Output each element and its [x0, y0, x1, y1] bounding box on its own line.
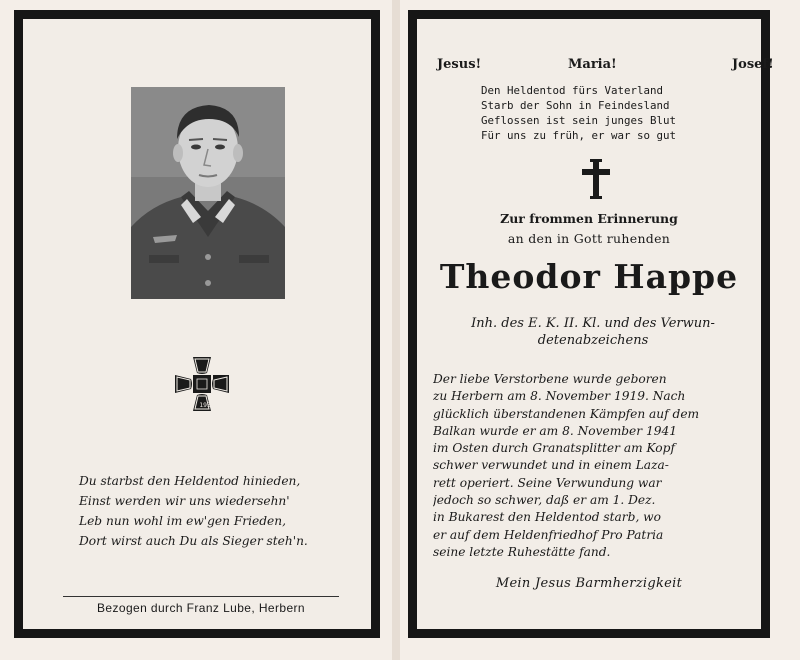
decoration-line: detenabzeichens [537, 333, 649, 348]
bio-line: Balkan wurde er am 8. November 1941 [433, 423, 677, 438]
verse-line: Du starbst den Heldentod hinieden, [79, 474, 301, 488]
verse-line: Leb nun wohl im ew'gen Frieden, [79, 514, 286, 528]
bio-line: jedoch so schwer, daß er am 1. Dez. [433, 493, 656, 508]
latin-cross-icon [582, 159, 610, 199]
verse-line: Einst werden wir uns wiedersehn' [79, 494, 290, 508]
memory-subheading: an den in Gott ruhenden [507, 231, 671, 246]
iron-cross-icon [173, 355, 231, 413]
memory-heading: Zur frommen Erinnerung [500, 211, 678, 226]
publisher-line: Bezogen durch Franz Lube, Herbern [63, 596, 339, 615]
verse-line: Geflossen ist sein junges Blut [481, 114, 677, 127]
right-card-frame [408, 10, 774, 638]
biography-text [433, 371, 751, 561]
bio-line: glücklich überstandenen Kämpfen auf dem [433, 406, 700, 421]
soldier-portrait [131, 87, 285, 299]
invocation-jesus: Jesus! [437, 57, 482, 72]
verse-line: Den Heldentod fürs Vaterland [481, 84, 664, 97]
bio-line: er auf dem Heldenfriedhof Pro Patria [433, 527, 664, 542]
decoration-line: Inh. des E. K. II. Kl. und des Verwun- [471, 316, 715, 331]
closing-motto: Mein Jesus Barmherzigkeit [495, 576, 683, 591]
right-verse [481, 83, 721, 143]
bio-line: rett operiert. Seine Verwundung war [433, 475, 662, 490]
invocation-maria: Maria! [568, 57, 617, 72]
card-fold [392, 0, 400, 660]
bio-line: im Osten durch Granatsplitter am Kopf [433, 441, 675, 456]
left-card-frame [14, 10, 380, 638]
left-verse [79, 471, 369, 551]
deceased-name: Theodor Happe [439, 257, 739, 296]
decoration-text [433, 315, 753, 349]
invocation-josef: Josef! [732, 57, 774, 72]
verse-line: Dort wirst auch Du als Sieger steh'n. [79, 534, 308, 548]
verse-line: Für uns zu früh, er war so gut [481, 129, 677, 142]
bio-line: Der liebe Verstorbene wurde geboren [433, 372, 667, 386]
cross-year: 1939 [199, 402, 215, 409]
bio-line: zu Herbern am 8. November 1919. Nach [433, 389, 686, 404]
verse-line: Starb der Sohn in Feindesland [481, 99, 670, 112]
bio-line: in Bukarest den Heldentod starb, wo [433, 510, 661, 525]
bio-line: seine letzte Ruhestätte fand. [433, 544, 611, 559]
bio-line: schwer verwundet und in einem Laza- [433, 458, 669, 473]
